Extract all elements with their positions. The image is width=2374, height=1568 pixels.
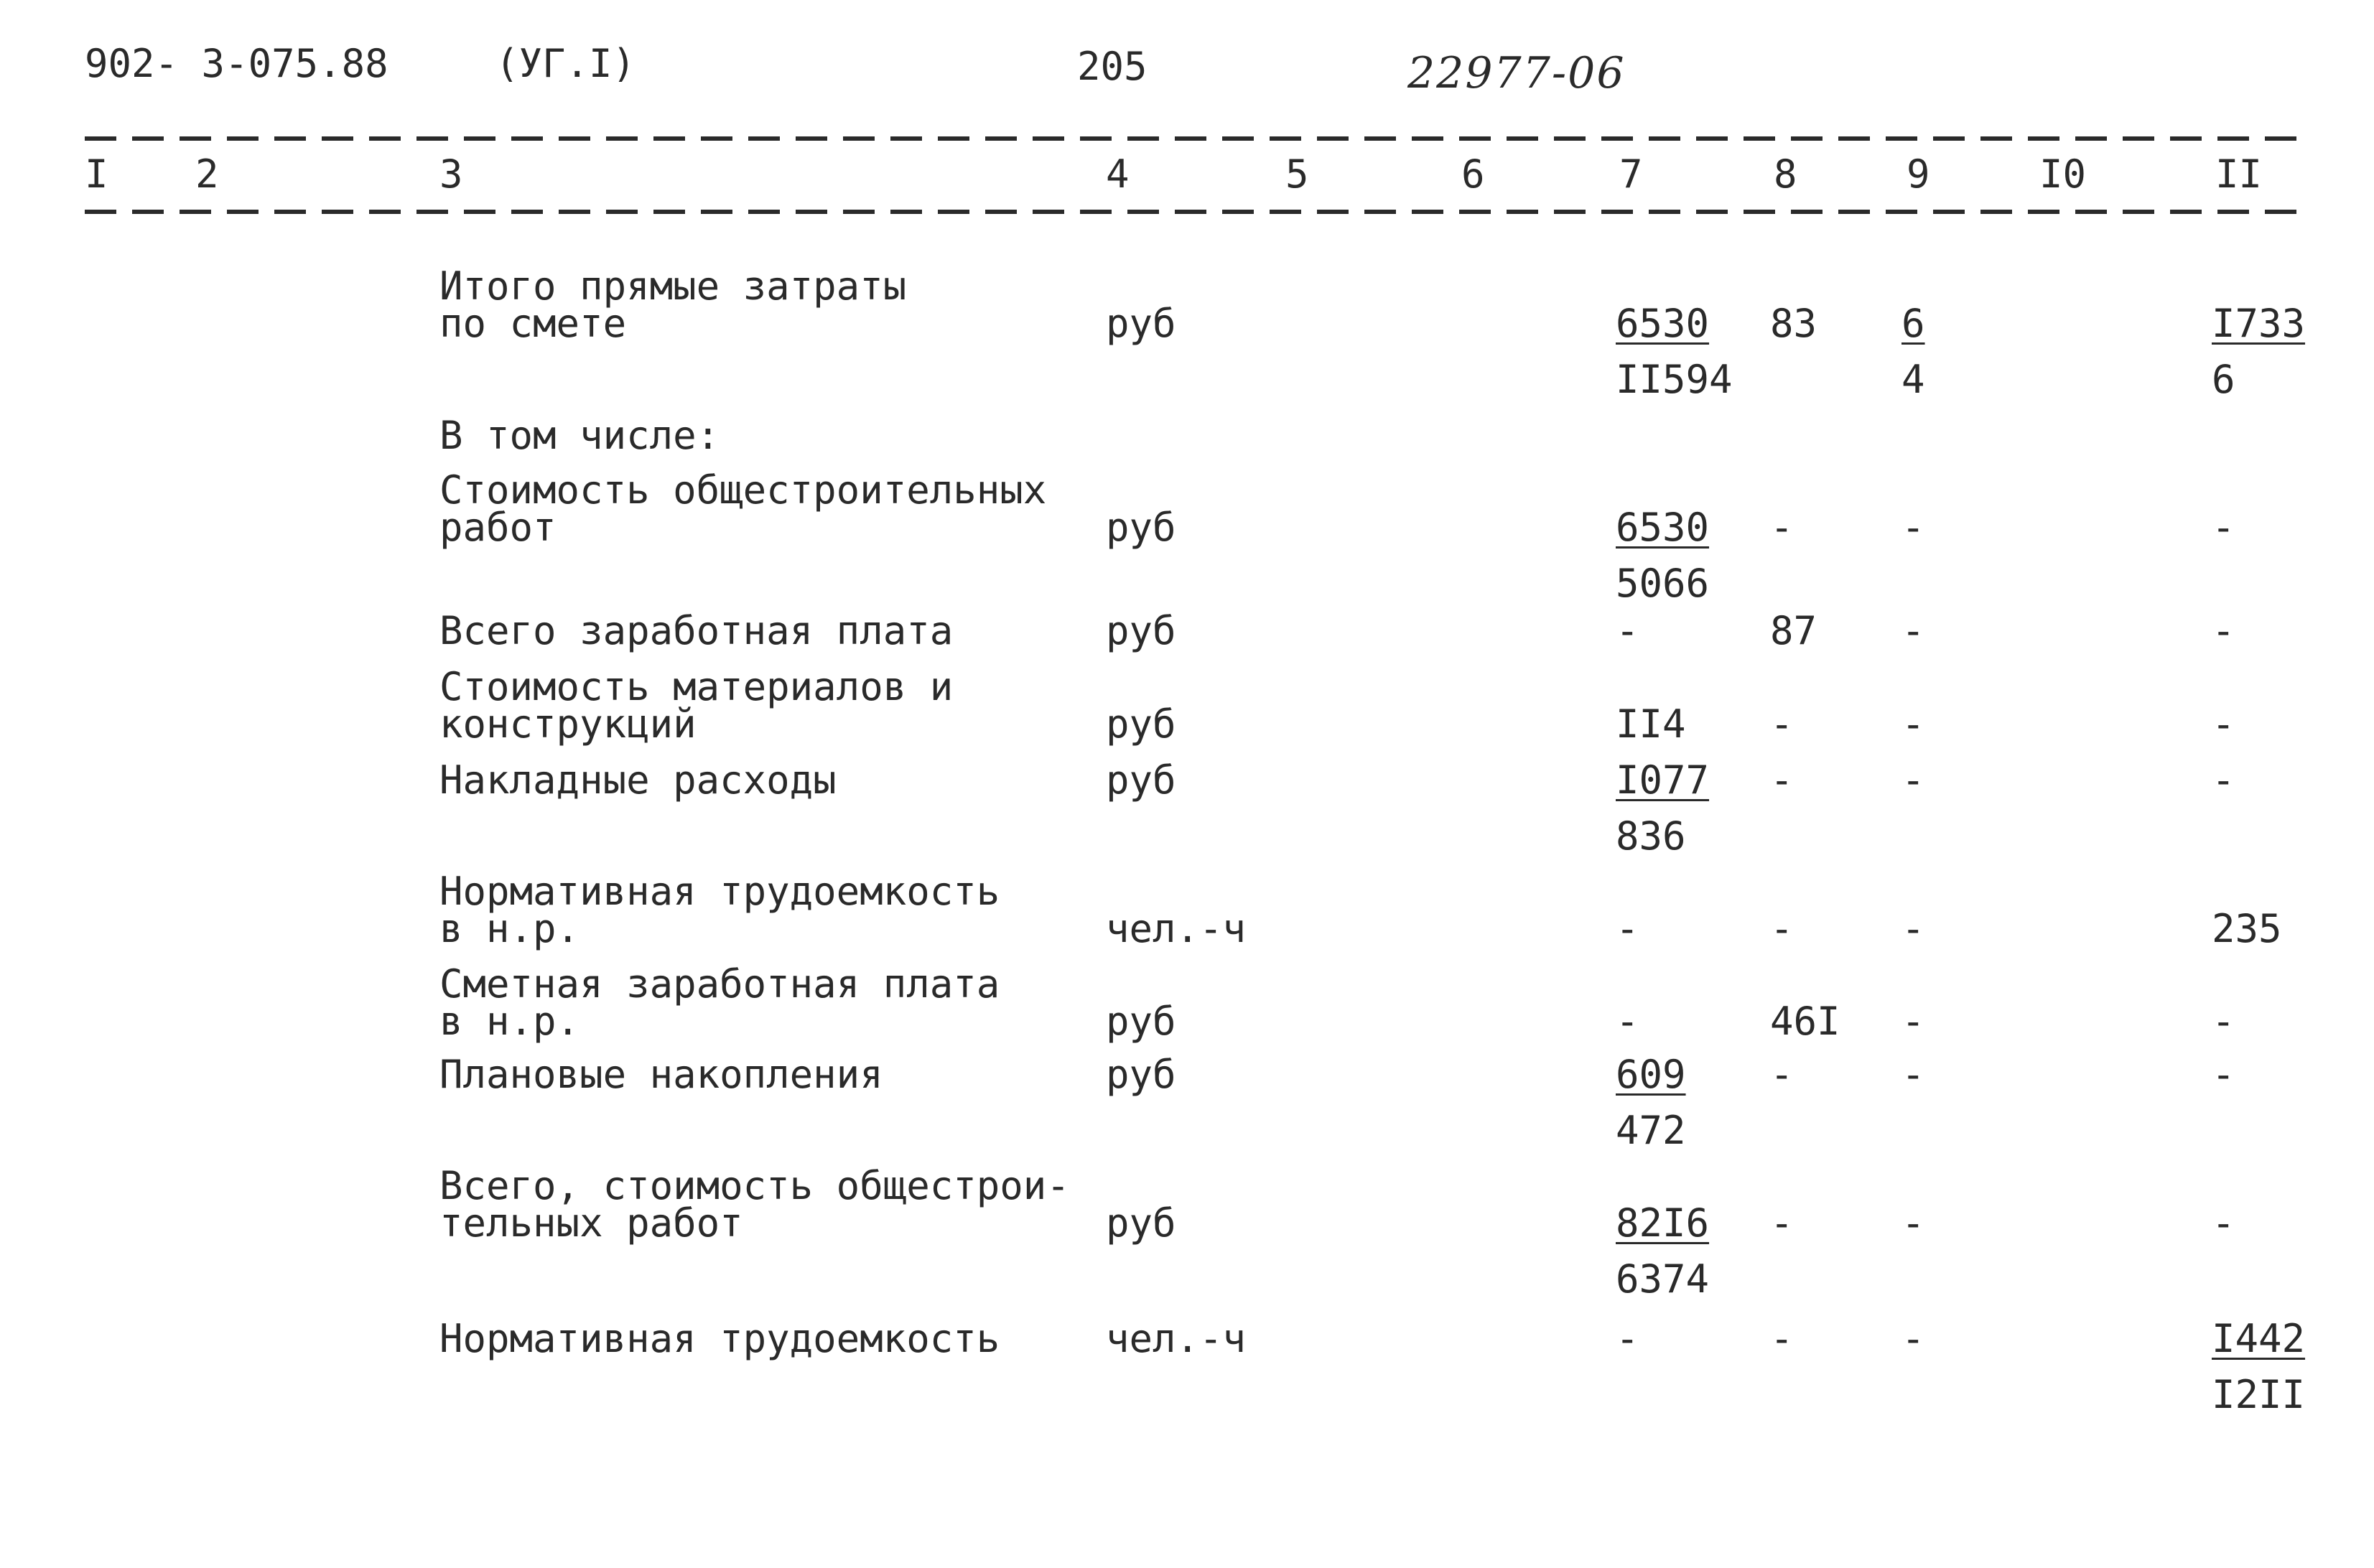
unit-cell: чел.-ч bbox=[1106, 906, 1247, 951]
column-number: 8 bbox=[1774, 151, 1797, 197]
row-label: Нормативная трудоемкость bbox=[439, 1316, 1000, 1361]
col7-subvalue: 6374 bbox=[1616, 1256, 1710, 1302]
unit-cell: руб bbox=[1106, 301, 1176, 346]
col8-value: - bbox=[1770, 1200, 1794, 1246]
col7-subvalue: 5066 bbox=[1616, 561, 1710, 606]
column-number: 2 bbox=[195, 151, 219, 197]
column-number: 6 bbox=[1461, 151, 1485, 197]
col7-value: - bbox=[1616, 608, 1639, 653]
col7-value: 6530 bbox=[1616, 301, 1710, 346]
column-number: II bbox=[2215, 151, 2263, 197]
col11-subvalue: I2II bbox=[2212, 1372, 2306, 1417]
col8-value: - bbox=[1770, 1052, 1794, 1097]
column-number: 3 bbox=[439, 151, 463, 197]
row-label: Сметная заработная плата bbox=[439, 961, 1000, 1007]
col11-value: - bbox=[2212, 757, 2235, 803]
col7-value: II4 bbox=[1616, 701, 1686, 747]
col7-value: 82I6 bbox=[1616, 1200, 1710, 1246]
col11-value: 235 bbox=[2212, 906, 2282, 951]
col9-value: - bbox=[1901, 505, 1925, 550]
row-label: Накладные расходы bbox=[439, 757, 837, 803]
col11-value: - bbox=[2212, 608, 2235, 653]
row-label: Итого прямые затраты bbox=[439, 263, 907, 309]
col11-value: - bbox=[2212, 1200, 2235, 1246]
col9-subvalue: 4 bbox=[1901, 357, 1925, 402]
row-label: Всего, стоимость общестрои- bbox=[439, 1163, 1070, 1208]
col9-value: - bbox=[1901, 1200, 1925, 1246]
col9-value: - bbox=[1901, 906, 1925, 951]
col7-subvalue: II594 bbox=[1616, 357, 1733, 402]
col9-value: 6 bbox=[1901, 301, 1925, 346]
col8-value: - bbox=[1770, 505, 1794, 550]
unit-cell: чел.-ч bbox=[1106, 1316, 1247, 1361]
col8-value: - bbox=[1770, 906, 1794, 951]
header-top-rule bbox=[85, 136, 2296, 141]
row-label: конструкций bbox=[439, 701, 697, 747]
unit-cell: руб bbox=[1106, 757, 1176, 803]
col9-value: - bbox=[1901, 999, 1925, 1044]
col7-value: - bbox=[1616, 999, 1639, 1044]
col9-value: - bbox=[1901, 701, 1925, 747]
row-label: тельных работ bbox=[439, 1200, 743, 1246]
unit-cell: руб bbox=[1106, 1052, 1176, 1097]
col8-value: 83 bbox=[1770, 301, 1817, 346]
section-code: (УГ.I) bbox=[495, 41, 636, 86]
col9-value: - bbox=[1901, 757, 1925, 803]
col9-value: - bbox=[1901, 608, 1925, 653]
row-label: Нормативная трудоемкость bbox=[439, 869, 1000, 914]
row-label: по смете bbox=[439, 301, 627, 346]
col11-value: I733 bbox=[2212, 301, 2306, 346]
col11-value: - bbox=[2212, 701, 2235, 747]
row-label: Плановые накопления bbox=[439, 1052, 883, 1097]
col9-value: - bbox=[1901, 1316, 1925, 1361]
row-label: Всего заработная плата bbox=[439, 608, 954, 653]
row-label: в н.р. bbox=[439, 906, 580, 951]
column-number: I bbox=[85, 151, 108, 197]
row-label: в н.р. bbox=[439, 999, 580, 1044]
col7-value: I077 bbox=[1616, 757, 1710, 803]
unit-cell: руб bbox=[1106, 1200, 1176, 1246]
col11-value: - bbox=[2212, 1052, 2235, 1097]
column-number: I0 bbox=[2039, 151, 2087, 197]
column-number: 7 bbox=[1619, 151, 1643, 197]
unit-cell: руб bbox=[1106, 701, 1176, 747]
col7-value: - bbox=[1616, 906, 1639, 951]
col8-value: 87 bbox=[1770, 608, 1817, 653]
col8-value: - bbox=[1770, 701, 1794, 747]
col7-value: - bbox=[1616, 1316, 1639, 1361]
col9-value: - bbox=[1901, 1052, 1925, 1097]
col7-value: 609 bbox=[1616, 1052, 1686, 1097]
column-number: 9 bbox=[1907, 151, 1930, 197]
unit-cell: руб bbox=[1106, 999, 1176, 1044]
col11-subvalue: 6 bbox=[2212, 357, 2235, 402]
col11-value: - bbox=[2212, 999, 2235, 1044]
header-bottom-rule bbox=[85, 210, 2296, 214]
col11-value: I442 bbox=[2212, 1316, 2306, 1361]
row-label: Стоимость общестроительных bbox=[439, 467, 1047, 513]
page-number: 205 bbox=[1077, 44, 1148, 89]
doc-code: 902- 3-075.88 bbox=[85, 41, 388, 86]
col8-value: 46I bbox=[1770, 999, 1840, 1044]
col8-value: - bbox=[1770, 1316, 1794, 1361]
row-label: Стоимость материалов и bbox=[439, 664, 954, 709]
col8-value: - bbox=[1770, 757, 1794, 803]
col7-subvalue: 836 bbox=[1616, 813, 1686, 859]
col7-value: 6530 bbox=[1616, 505, 1710, 550]
col7-subvalue: 472 bbox=[1616, 1108, 1686, 1153]
unit-cell: руб bbox=[1106, 505, 1176, 550]
col11-value: - bbox=[2212, 505, 2235, 550]
handwritten-number: 22977-06 bbox=[1407, 48, 1626, 98]
column-number: 5 bbox=[1285, 151, 1309, 197]
row-label: В том числе: bbox=[439, 413, 720, 458]
row-label: работ bbox=[439, 505, 557, 550]
unit-cell: руб bbox=[1106, 608, 1176, 653]
column-number: 4 bbox=[1106, 151, 1130, 197]
